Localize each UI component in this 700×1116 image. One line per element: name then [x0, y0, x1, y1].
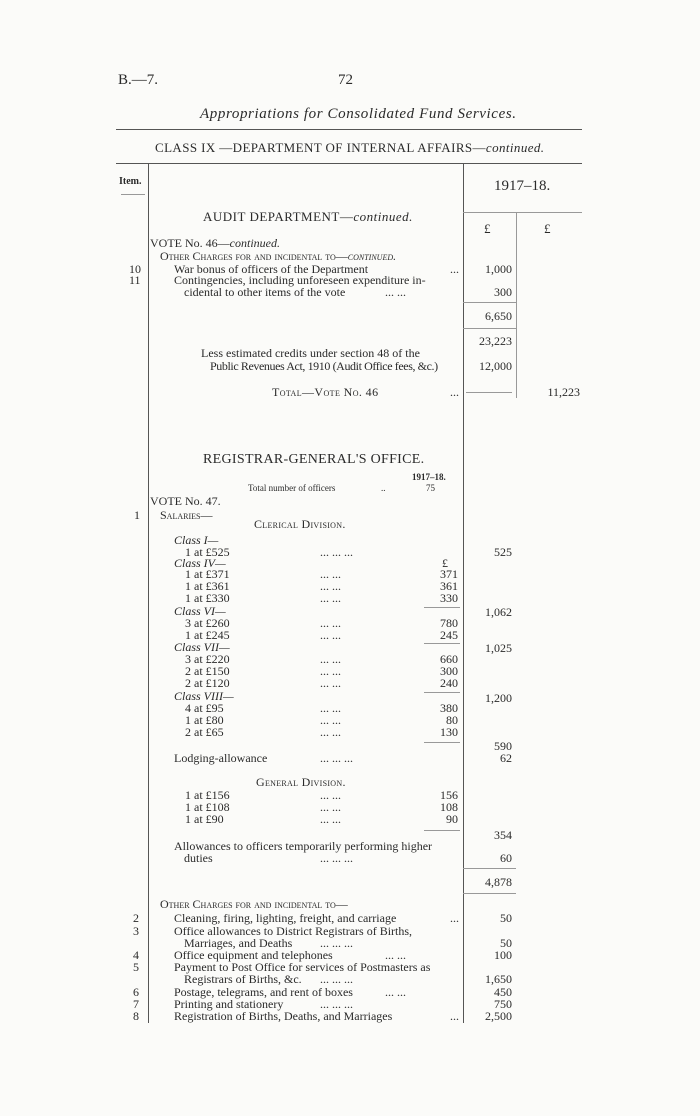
audit-item-amount: 300	[494, 285, 512, 299]
salaries-item-number: 1	[134, 508, 140, 522]
allowances-label: Allowances to officers temporarily performing higher	[174, 839, 433, 853]
leader-dots: ... ...	[320, 591, 341, 605]
salary-row-amount: 245	[440, 628, 458, 642]
audit-other-charges	[160, 250, 396, 262]
class-total: 525	[494, 545, 512, 559]
leader-dots: ... ... ...	[320, 972, 353, 986]
charge-item-amount: 2,500	[485, 1009, 512, 1023]
sum-rule	[424, 692, 460, 693]
class-heading-main: CLASS IX —DEPARTMENT OF INTERNAL AFFAIRS—	[155, 140, 486, 155]
leader-dots: ... ...	[320, 701, 341, 715]
class-total: 1,062	[485, 605, 512, 619]
class-label: Class VIII—	[174, 689, 234, 703]
charge-item-amount: 450	[494, 985, 512, 999]
salary-row-amount: 660	[440, 652, 458, 666]
audit-item-description: War bonus of officers of the Department	[174, 262, 369, 276]
charge-item-amount: 750	[494, 997, 512, 1011]
general-division-total: 354	[494, 828, 512, 842]
salary-row-amount: 330	[440, 591, 458, 605]
charge-item-description: Office equipment and telephones	[174, 948, 333, 962]
leader-dots: ..	[381, 483, 386, 493]
clerical-division-heading: Clerical Division.	[254, 517, 346, 531]
second-amount-column-rule	[516, 212, 517, 398]
class-label: Class VII—	[174, 640, 230, 654]
item-column-rule	[148, 163, 149, 1023]
salary-row-label: 2 at £120	[185, 676, 230, 690]
less-credits-label-cont: Public Revenues Act, 1910 (Audit Office fees, &c.)	[210, 359, 438, 373]
class-label: Class IV—	[174, 556, 226, 570]
salary-row-label: 4 at £95	[185, 701, 224, 715]
leader-dots: ...	[450, 262, 459, 276]
class-heading	[155, 141, 544, 154]
officers-label: Total number of officers	[248, 483, 336, 493]
sum-rule	[463, 893, 516, 894]
salary-row-amount: 240	[440, 676, 458, 690]
audit-vote-continued: continued.	[229, 236, 280, 250]
sum-rule	[424, 830, 460, 831]
salary-row-amount: 371	[440, 567, 458, 581]
leader-dots: ... ...	[385, 985, 406, 999]
leader-dots: ... ... ...	[320, 851, 353, 865]
leader-dots: ... ... ...	[320, 751, 353, 765]
leader-dots: ... ...	[320, 652, 341, 666]
class-label: Class VI—	[174, 604, 226, 618]
vote-46-total-amount: 11,223	[547, 385, 580, 399]
sum-rule	[424, 742, 460, 743]
audit-vote-main: VOTE No. 46—	[150, 236, 230, 250]
sum-rule	[424, 607, 460, 608]
audit-item-number: 11	[129, 273, 141, 287]
salary-row-amount: 90	[446, 812, 458, 826]
audit-item-number: 10	[129, 262, 141, 276]
salary-row-amount: 130	[440, 725, 458, 739]
salary-row-label: 1 at £371	[185, 567, 230, 581]
leader-dots: ...	[450, 385, 459, 399]
leader-dots: ...	[450, 1009, 459, 1023]
charge-item-description: Office allowances to District Registrars of Births,	[174, 924, 413, 938]
salary-row-label: 1 at £245	[185, 628, 230, 642]
salary-row-amount: 80	[446, 713, 458, 727]
audit-item-description: Contingencies, including unforeseen expenditure in-	[174, 273, 426, 287]
leader-dots: ... ...	[320, 725, 341, 739]
salaries-total: 4,878	[485, 875, 512, 889]
audit-item-description-cont: cidental to other items of the vote	[184, 285, 346, 299]
salary-row-amount: 780	[440, 616, 458, 630]
allowances-amount: 60	[500, 851, 512, 865]
leader-dots: ... ... ...	[320, 545, 353, 559]
salary-row-label: 1 at £156	[185, 788, 230, 802]
charge-item-number: 4	[133, 948, 139, 962]
sum-rule	[463, 328, 516, 329]
charge-item-number: 8	[133, 1009, 139, 1023]
audit-item-amount: 1,000	[485, 262, 512, 276]
charge-item-description: Registration of Births, Deaths, and Marriages	[174, 1009, 393, 1023]
salary-row-label: 1 at £80	[185, 713, 224, 727]
leader-dots: ... ...	[320, 676, 341, 690]
pound-header-1: £	[484, 221, 491, 236]
charge-item-amount: 100	[494, 948, 512, 962]
less-credits-amount: 12,000	[479, 359, 512, 373]
charge-item-number: 5	[133, 960, 139, 974]
charge-item-number: 6	[133, 985, 139, 999]
leader-dots: ... ...	[385, 948, 406, 962]
other-charges-heading: Other Charges for and incidental to—	[160, 897, 348, 911]
salary-row-amount: 156	[440, 788, 458, 802]
leader-dots: ... ... ...	[320, 997, 353, 1011]
leader-dots: ... ...	[320, 713, 341, 727]
salary-row-label: 1 at £330	[185, 591, 230, 605]
officers-count: 75	[426, 483, 435, 493]
leader-dots: ...	[450, 911, 459, 925]
allowances-label-cont: duties	[184, 851, 213, 865]
registrar-heading: REGISTRAR-GENERAL'S OFFICE.	[203, 452, 425, 467]
charge-item-amount: 1,650	[485, 972, 512, 986]
salary-row-label: 2 at £65	[185, 725, 224, 739]
officers-year: 1917–18.	[412, 472, 446, 482]
item-column-header: Item.	[119, 176, 142, 187]
class-total: 1,025	[485, 641, 512, 655]
salary-row-label: 3 at £220	[185, 652, 230, 666]
charge-item-description: Postage, telegrams, and rent of boxes	[174, 985, 353, 999]
year-header-rule	[463, 212, 582, 213]
salary-row-amount: 380	[440, 701, 458, 715]
item-header-rule	[121, 194, 145, 195]
leader-dots: ... ... ...	[320, 936, 353, 950]
page-number: 72	[338, 72, 353, 88]
charge-item-amount: 50	[500, 936, 512, 950]
charge-item-description: Cleaning, firing, lighting, freight, and carriage	[174, 911, 397, 925]
salary-row-label: 3 at £260	[185, 616, 230, 630]
vote-47: VOTE No. 47.	[150, 494, 221, 508]
salary-row-label: 1 at £525	[185, 545, 230, 559]
audit-subtotal: 6,650	[485, 309, 512, 323]
salary-row-amount: 361	[440, 579, 458, 593]
salary-row-label: 1 at £90	[185, 812, 224, 826]
charge-item-description-cont: Registrars of Births, &c.	[184, 972, 302, 986]
lodging-label: Lodging-allowance	[174, 751, 268, 765]
title-rule	[116, 129, 582, 130]
vote-46-total-label: Total—Vote No. 46	[272, 385, 379, 399]
charge-item-description: Payment to Post Office for services of Postmasters as	[174, 960, 431, 974]
sum-rule	[466, 392, 512, 393]
sum-rule	[463, 302, 516, 303]
class-label: Class I—	[174, 533, 219, 547]
audit-heading-continued: continued.	[353, 209, 413, 224]
leader-dots: ... ...	[320, 616, 341, 630]
charge-item-description-cont: Marriages, and Deaths	[184, 936, 293, 950]
charge-item-description: Printing and stationery	[174, 997, 284, 1011]
class-heading-continued: continued.	[485, 140, 545, 155]
leader-dots: ... ...	[320, 567, 341, 581]
class-total: 590	[494, 739, 512, 753]
leader-dots: ... ...	[320, 812, 341, 826]
leader-dots: ... ...	[385, 285, 406, 299]
leader-dots: ... ...	[320, 628, 341, 642]
audit-gross-total: 23,223	[479, 334, 512, 348]
pound-sign: £	[442, 556, 448, 570]
sum-rule	[463, 868, 516, 869]
leader-dots: ... ...	[320, 800, 341, 814]
leader-dots: ... ...	[320, 579, 341, 593]
salary-row-label: 1 at £361	[185, 579, 230, 593]
pound-header-2: £	[544, 221, 551, 236]
audit-heading-main: AUDIT DEPARTMENT—	[203, 209, 354, 224]
less-credits-label: Less estimated credits under section 48 of the	[201, 346, 420, 360]
salary-row-amount: 300	[440, 664, 458, 678]
salaries-heading: Salaries—	[160, 508, 213, 522]
salary-row-label: 2 at £150	[185, 664, 230, 678]
sum-rule	[424, 643, 460, 644]
salary-row-label: 1 at £108	[185, 800, 230, 814]
leader-dots: ... ...	[320, 664, 341, 678]
audit-vote	[150, 237, 280, 249]
class-total: 1,200	[485, 691, 512, 705]
charge-item-number: 3	[133, 924, 139, 938]
charge-item-number: 2	[133, 911, 139, 925]
audit-heading	[203, 210, 413, 223]
leader-dots: ... ...	[320, 788, 341, 802]
table-top-rule	[116, 163, 582, 164]
salary-row-amount: 108	[440, 800, 458, 814]
general-division-heading: General Division.	[256, 775, 346, 789]
charge-item-amount: 50	[500, 911, 512, 925]
year-header: 1917–18.	[494, 178, 551, 194]
audit-other-charges-main: Other Charges for and incidental to—	[160, 249, 348, 263]
document-code: B.—7.	[118, 72, 159, 88]
charge-item-number: 7	[133, 997, 139, 1011]
amount-column-rule	[463, 163, 464, 1023]
audit-other-charges-continued: continued.	[347, 249, 397, 263]
lodging-amount: 62	[500, 751, 512, 765]
page-title: Appropriations for Consolidated Fund Services.	[200, 106, 517, 122]
